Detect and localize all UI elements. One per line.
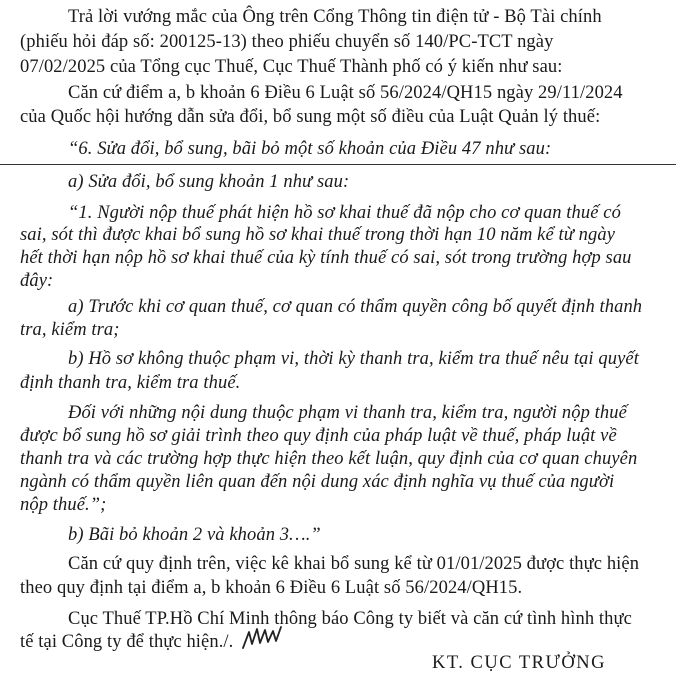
separator-line (0, 164, 676, 165)
clause-1-line-2: sai, sót thì được khai bổ sung hồ sơ khai thuế trong thời hạn 10 năm kể từ ngày (20, 225, 616, 245)
basis-line-2: của Quốc hội hướng dẫn sửa đổi, bổ sung một số điều của Luật Quản lý thuế: (20, 107, 601, 127)
scope-line-4: ngành có thẩm quyền liên quan đến nội dung xác định nghĩa vụ thuế của người (20, 472, 615, 492)
point-b-line-1: b) Hồ sơ không thuộc phạm vi, thời kỳ thanh tra, kiểm tra thuế nêu tại quyết (68, 349, 639, 369)
point-a-line-1: a) Trước khi cơ quan thuế, cơ quan có thẩm quyền công bố quyết định thanh (68, 297, 643, 317)
clause-b-line: b) Bãi bỏ khoản 2 và khoản 3….” (68, 525, 321, 545)
quote-heading: “6. Sửa đổi, bổ sung, bãi bỏ một số khoản của Điều 47 như sau: (68, 139, 552, 159)
scope-line-2: được bổ sung hồ sơ giải trình theo quy định của pháp luật về thuế, pháp luật về (20, 426, 617, 446)
intro-line-1: Trả lời vướng mắc của Ông trên Cổng Thông tin điện tử - Bộ Tài chính (68, 7, 602, 27)
notice-line-1: Cục Thuế TP.Hồ Chí Minh thông báo Công ty biết và căn cứ tình hình thực (68, 609, 632, 629)
point-b-line-2: định thanh tra, kiểm tra thuế. (20, 373, 241, 393)
point-a-line-2: tra, kiểm tra; (20, 320, 120, 340)
conclusion-line-2: theo quy định tại điểm a, b khoản 6 Điều 6 Luật số 56/2024/QH15. (20, 578, 523, 598)
basis-line-1: Căn cứ điểm a, b khoản 6 Điều 6 Luật số 56/2024/QH15 ngày 29/11/2024 (68, 83, 623, 103)
intro-line-3: 07/02/2025 của Tổng cục Thuế, Cục Thuế Thành phố có ý kiến như sau: (20, 57, 563, 77)
signature-title: KT. CỤC TRƯỞNG (432, 653, 606, 673)
clause-1-line-3: hết thời hạn nộp hồ sơ khai thuế của kỳ tính thuế có sai, sót trong trường hợp sau (20, 248, 632, 268)
handwritten-initials-mark (240, 622, 284, 652)
intro-line-2: (phiếu hỏi đáp số: 200125-13) theo phiếu chuyển số 140/PC-TCT ngày (20, 32, 554, 52)
scope-line-3: thanh tra và các trường hợp thực hiện theo kết luận, quy định của cơ quan chuyên (20, 449, 638, 469)
scope-line-5: nộp thuế.”; (20, 495, 107, 515)
clause-a-heading: a) Sửa đổi, bổ sung khoản 1 như sau: (68, 172, 350, 192)
clause-1-line-4: đây: (20, 271, 54, 291)
conclusion-line-1: Căn cứ quy định trên, việc kê khai bổ sung kể từ 01/01/2025 được thực hiện (68, 554, 640, 574)
scope-line-1: Đối với những nội dung thuộc phạm vi thanh tra, kiểm tra, người nộp thuế (68, 403, 627, 423)
clause-1-line-1: “1. Người nộp thuế phát hiện hồ sơ khai thuế đã nộp cho cơ quan thuế có (68, 203, 621, 223)
notice-line-2: tế tại Công ty để thực hiện./. (20, 632, 234, 652)
